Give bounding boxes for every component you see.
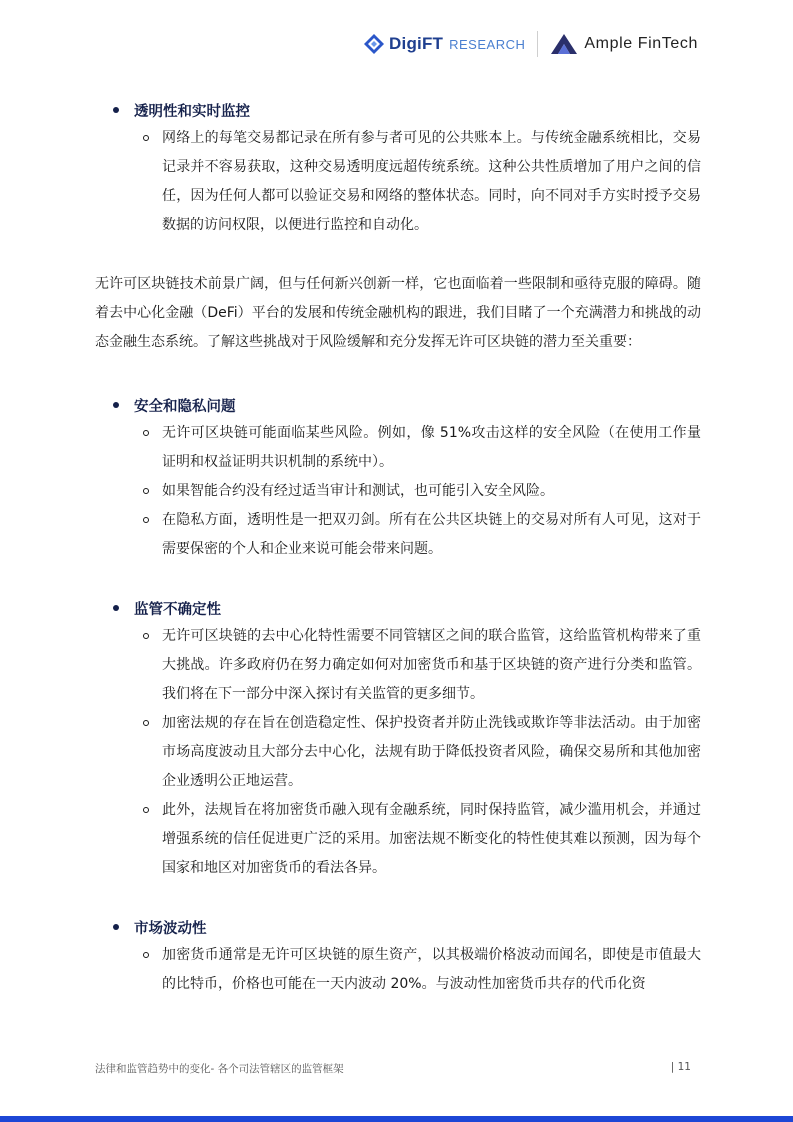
list-item-text: 如果智能合约没有经过适当审计和测试，也可能引入安全风险。 [162,483,554,499]
footer-title: 法律和监管趋势中的变化- 各个司法管辖区的监管框架 [95,1063,344,1075]
bullet-circle [143,430,149,436]
list-item-text: 无许可区块链可能面临某些风险。例如，像 51%攻击这样的安全风险（在使用工作量证明和权益证明共识机制的系统中）。 [162,425,701,470]
section-transparency [95,96,701,240]
section-title: 市场波动性 [134,920,207,937]
bullet-circle [143,720,149,726]
bullet-circle [143,807,149,813]
section-heading [113,913,701,941]
section-heading [113,594,701,622]
logo-divider [537,31,538,57]
bottom-accent-bar [0,1116,793,1122]
list-item-text: 在隐私方面，透明性是一把双刃剑。所有在公共区块链上的交易对所有人可见，这对于需要保密的个人和企业来说可能会带来问题。 [162,512,701,557]
intro-paragraph: 无许可区块链技术前景广阔，但与任何新兴创新一样，它也面临着一些限制和亟待克服的障碍。随着去中心化金融（DeFi）平台的发展和传统金融机构的跟进，我们目睹了一个充满潜力和挑战的动态金融生态系统。了解这些挑战对于风险缓解和充分发挥无许可区块链的潜力至关重要： [95,276,701,350]
bullet-circle [143,952,149,958]
list-item [95,506,701,564]
ample-logo [550,33,698,55]
section-title: 透明性和实时监控 [134,103,250,120]
list-item-text: 加密货币通常是无许可区块链的原生资产，以其极端价格波动而闻名，即使是市值最大的比特币，价格也可能在一天内波动 20%。与波动性加密货币共存的代币化资 [162,947,701,992]
bullet-circle [143,488,149,494]
bullet-list [95,124,701,240]
section-heading [113,96,701,124]
digift-logo [363,33,525,55]
bullet-list [95,419,701,564]
list-item-text: 网络上的每笔交易都记录在所有参与者可见的公共账本上。与传统金融系统相比，交易记录并不容易获取，这种交易透明度远超传统系统。这种公共性质增加了用户之间的信任，因为任何人都可以验证交易和网络的整体状态。同时，向不同对手方实时授予交易数据的访问权限，以便进行监控和自动化。 [162,130,701,233]
list-item [95,124,701,240]
bullet-circle [143,633,149,639]
bullet-circle [143,517,149,523]
list-item-text: 此外，法规旨在将加密货币融入现有金融系统，同时保持监管，减少滥用机会，并通过增强系统的信任促进更广泛的采用。加密法规不断变化的特性使其难以预测，因为每个国家和地区对加密货币的看法各异。 [162,802,701,876]
section-regulation [95,594,701,883]
list-item [95,941,701,999]
page-footer [95,1061,701,1075]
bullet-list [95,941,701,999]
list-item [95,622,701,709]
bullet-dot [113,107,119,113]
bullet-dot [113,605,119,611]
list-item [95,796,701,883]
bullet-dot [113,924,119,930]
section-volatility [95,913,701,999]
bullet-circle [143,135,149,141]
section-title: 监管不确定性 [134,601,221,618]
bullet-list [95,622,701,883]
list-item [95,419,701,477]
ample-triangle-icon [550,33,578,55]
page-number: | 11 [670,1061,691,1073]
list-item [95,477,701,506]
section-heading [113,391,701,419]
ample-brand-text: Ample FinTech [584,35,698,52]
bullet-dot [113,402,119,408]
section-title: 安全和隐私问题 [134,398,236,415]
digift-brand-text: DigiFT [389,34,444,53]
digift-research-text: RESEARCH [449,36,526,52]
section-security [95,391,701,564]
page-header [363,28,698,60]
list-item [95,709,701,796]
list-item-text: 加密法规的存在旨在创造稳定性、保护投资者并防止洗钱或欺诈等非法活动。由于加密市场高度波动且大部分去中心化，法规有助于降低投资者风险，确保交易所和其他加密企业透明公正地运营。 [162,715,701,789]
list-item-text: 无许可区块链的去中心化特性需要不同管辖区之间的联合监管，这给监管机构带来了重大挑战。许多政府仍在努力确定如何对加密货币和基于区块链的资产进行分类和监管。我们将在下一部分中深入探讨有关监管的更多细节。 [162,628,701,702]
digift-diamond-icon [363,33,385,55]
document-body [95,96,701,999]
